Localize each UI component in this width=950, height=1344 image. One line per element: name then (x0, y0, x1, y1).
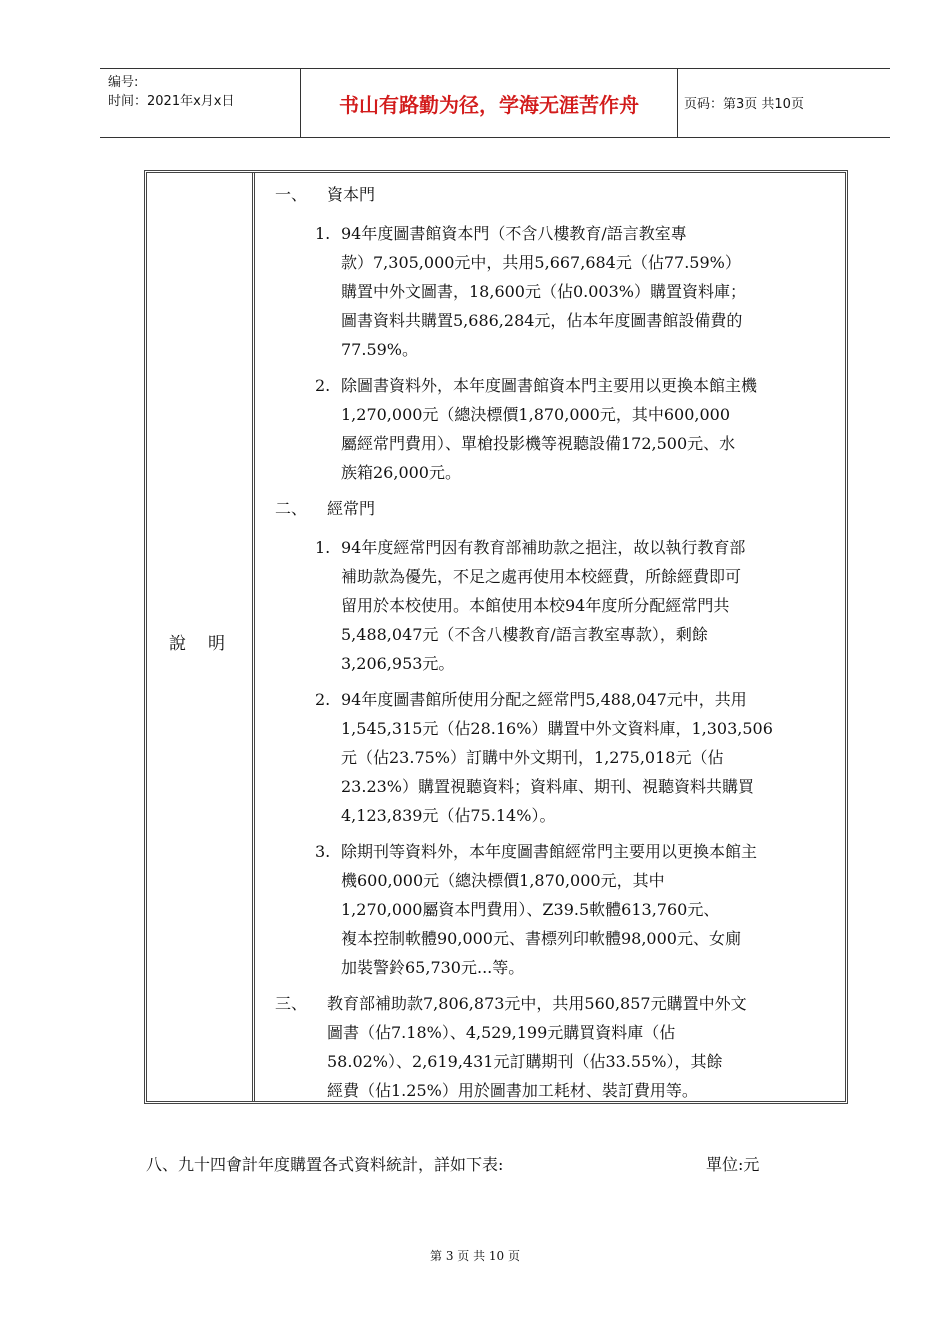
unit-label: 單位:元 (706, 1155, 760, 1174)
line: 1,270,000元（總決標價1,870,000元，其中600,000 (341, 405, 731, 424)
capital-item-1 (315, 219, 845, 364)
line: 教育部補助款7,806,873元中，共用560,857元購置中外文 (327, 994, 747, 1013)
capital-item-2 (315, 371, 845, 487)
time-label: 时间：2021年x月x日 (108, 94, 235, 109)
line: 58.02%）、2,619,431元訂購期刊（佔33.55%），其餘 (327, 1052, 723, 1071)
item-number: 1. (315, 538, 331, 557)
line: 3,206,953元。 (341, 654, 455, 673)
header-motto: 书山有路勤为径，学海无涯苦作舟 (300, 69, 678, 137)
line: 4,123,839元（佔75.14%）。 (341, 806, 556, 825)
description-table (144, 170, 848, 1104)
line: 族箱26,000元。 (341, 463, 461, 482)
line: 留用於本校使用。本館使用本校94年度所分配經常門共 (341, 596, 730, 615)
line: 1,270,000屬資本門費用）、Z39.5軟體613,760元、 (341, 900, 720, 919)
line: 補助款為優先，不足之處再使用本校經費，所餘經費即可 (341, 567, 742, 586)
section-title: 資本門 (327, 185, 376, 204)
section-number: 三、 (275, 994, 308, 1013)
line: 除圖書資料外，本年度圖書館資本門主要用以更換本館主機 (341, 376, 758, 395)
table-label: 說明 (169, 634, 247, 654)
line: 圖書（佔7.18%）、4,529,199元購買資料庫（佔 (327, 1023, 676, 1042)
section-current (275, 495, 375, 523)
line: 5,488,047元（不含八樓教育/語言教室專款），剩餘 (341, 625, 708, 644)
section-capital (275, 181, 375, 209)
section-number: 一、 (275, 185, 308, 204)
item-number: 3. (315, 842, 331, 861)
line: 94年度圖書館所使用分配之經常門5,488,047元中，共用 (341, 690, 747, 709)
page-header (100, 68, 890, 138)
item-number: 1. (315, 224, 331, 243)
header-meta (108, 73, 234, 111)
line: 元（佔23.75%）訂購中外文期刊，1,275,018元（佔 (341, 748, 724, 767)
line: 機600,000元（總決標價1,870,000元，其中 (341, 871, 665, 890)
statistics-heading: 八、九十四會計年度購置各式資料統計，詳如下表: (146, 1155, 504, 1174)
item-number: 2. (315, 690, 331, 709)
item-number: 2. (315, 376, 331, 395)
line: 圖書資料共購置5,686,284元，佔本年度圖書館設備費的 (341, 311, 743, 330)
current-item-3 (315, 837, 845, 982)
label-column (147, 173, 255, 1101)
current-item-1 (315, 533, 845, 678)
line: 94年度經常門因有教育部補助款之挹注，故以執行教育部 (341, 538, 746, 557)
line: 加裝警鈴65,730元...等。 (341, 958, 525, 977)
header-page-label: 页码：第3页 共10页 (684, 97, 804, 112)
line: 1,545,315元（佔28.16%）購置中外文資料庫，1,303,506 (341, 719, 773, 738)
current-item-2 (315, 685, 845, 830)
line: 複本控制軟體90,000元、書標列印軟體98,000元、女廁 (341, 929, 741, 948)
line: 94年度圖書館資本門（不含八樓教育/語言教室專 (341, 224, 687, 243)
number-label: 编号: (108, 75, 139, 90)
line: 經費（佔1.25%）用於圖書加工耗材、裝訂費用等。 (327, 1081, 698, 1100)
line: 款）7,305,000元中，共用5,667,684元（佔77.59%） (341, 253, 741, 272)
page-number: 第 3 页 共 10 页 (430, 1249, 520, 1263)
section-number: 二、 (275, 499, 308, 518)
line: 購置中外文圖書，18,600元（佔0.003%）購置資料庫； (341, 282, 746, 301)
section-title: 經常門 (327, 499, 376, 518)
line: 屬經常門費用）、單槍投影機等視聽設備172,500元、水 (341, 434, 736, 453)
line: 除期刊等資料外，本年度圖書館經常門主要用以更換本館主 (341, 842, 758, 861)
line: 23.23%）購置視聽資料；資料庫、期刊、視聽資料共購買 (341, 777, 755, 796)
line: 77.59%。 (341, 340, 419, 359)
